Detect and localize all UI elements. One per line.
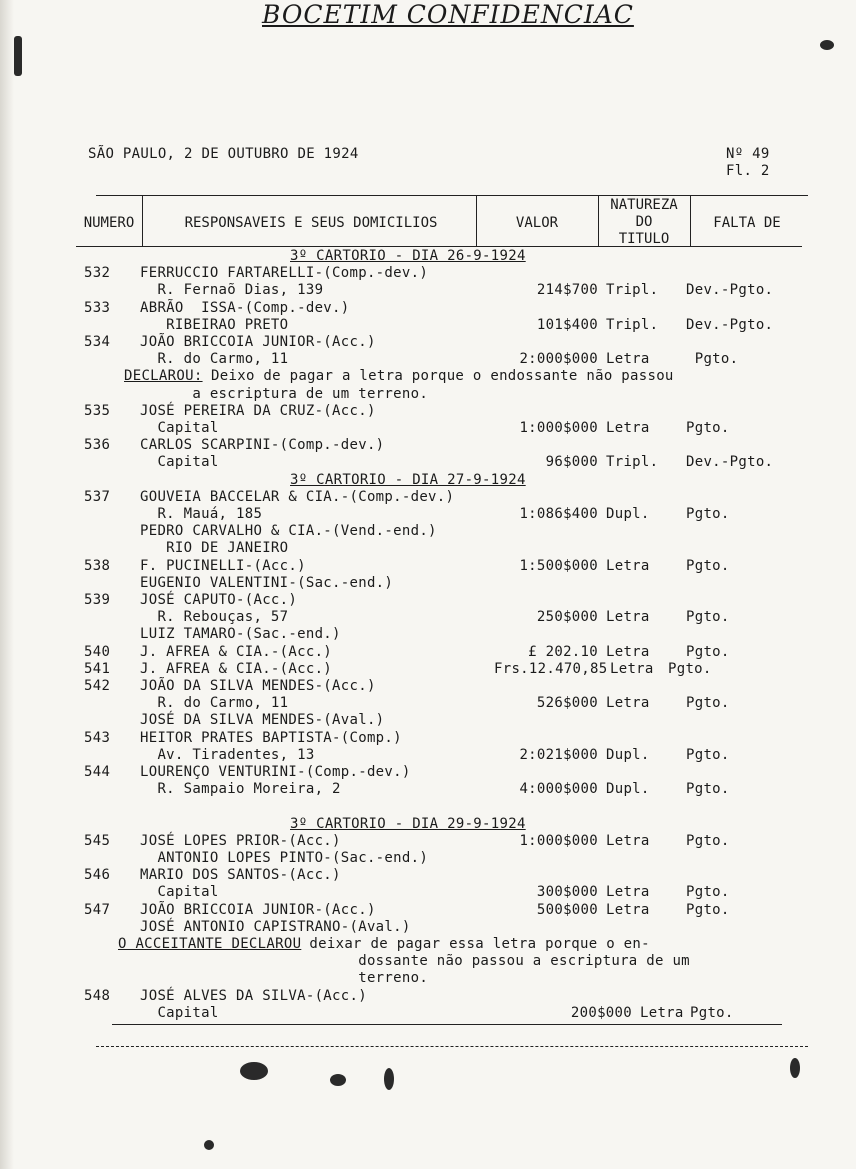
entry-party: HEITOR PRATES BAPTISTA-(Comp.)	[140, 730, 402, 746]
header-natureza-1: NATUREZA	[610, 197, 678, 213]
bulletin-number: Nº 49	[726, 146, 770, 162]
entry-title-type: Letra	[606, 558, 650, 574]
entry-title-type: Letra	[606, 609, 650, 625]
entry-title-type: Dupl.	[606, 506, 650, 522]
entry-title-type: Letra	[606, 695, 650, 711]
entry-party: F. PUCINELLI-(Acc.)	[140, 558, 306, 574]
entry-default: Pgto.	[686, 644, 730, 660]
ink-speck	[14, 36, 22, 76]
entry-party: Capital	[140, 454, 219, 470]
entry-default: Pgto.	[686, 558, 730, 574]
entry-default: Pgto.	[686, 747, 730, 763]
entry-party: R. Fernaõ Dias, 139	[140, 282, 324, 298]
entry-title-type: Letra	[606, 902, 650, 918]
entry-value: 1:000$000	[519, 420, 598, 436]
entry-value: 101$400	[536, 317, 598, 333]
masthead-title: BOCETIM CONFIDENCIAC	[262, 0, 634, 29]
entry-default: Pgto.	[686, 695, 730, 711]
entry-party: ABRÃO ISSA-(Comp.-dev.)	[140, 300, 350, 316]
entry-number: 542	[84, 678, 111, 694]
entry-default: Pgto.	[686, 506, 730, 522]
entry-party: dossante não passou a escriptura de um	[140, 953, 690, 969]
entry-value: 2:000$000	[519, 351, 598, 367]
sheet-number: Fl. 2	[726, 163, 770, 179]
entry-value: 1:086$400	[519, 506, 598, 522]
entry-default: Pgto.	[686, 902, 730, 918]
ink-speck	[240, 1062, 268, 1080]
entry-party: JOÃO DA SILVA MENDES-(Acc.)	[140, 678, 376, 694]
entry-number: 544	[84, 764, 111, 780]
entry-party: Capital	[140, 420, 219, 436]
declaration-label: DECLAROU:	[124, 368, 203, 384]
header-valor: VALOR	[515, 215, 559, 231]
entry-default: Pgto.	[686, 420, 730, 436]
entry-default: Pgto.	[668, 661, 712, 677]
header-natureza-3: TITULO	[618, 231, 670, 247]
entry-default: Pgto.	[686, 609, 730, 625]
entry-value: 526$000	[536, 695, 598, 711]
entry-party: J. AFREA & CIA.-(Acc.)	[140, 644, 333, 660]
entry-title-type: Dupl.	[606, 747, 650, 763]
declaration-label: O ACCEITANTE DECLAROU	[118, 936, 302, 952]
entry-party: LOURENÇO VENTURINI-(Comp.-dev.)	[140, 764, 411, 780]
entry-number: 536	[84, 437, 111, 453]
bottom-rule	[112, 1024, 782, 1025]
ink-speck	[790, 1058, 800, 1078]
col-divider-3	[598, 196, 599, 246]
entry-title-type: Letra	[640, 1005, 684, 1021]
table-top-rule	[96, 195, 808, 196]
header-natureza-2: DO	[635, 214, 653, 230]
entry-number: 539	[84, 592, 111, 608]
entry-default: Pgto.	[690, 1005, 734, 1021]
entry-party: R. do Carmo, 11	[140, 351, 289, 367]
entry-number: 548	[84, 988, 111, 1004]
entry-number: 538	[84, 558, 111, 574]
entry-party: RIBEIRAO PRETO	[140, 317, 289, 333]
entry-party: PEDRO CARVALHO & CIA.-(Vend.-end.)	[140, 523, 437, 539]
entry-party: GOUVEIA BACCELAR & CIA.-(Comp.-dev.)	[140, 489, 455, 505]
entry-party: a escriptura de um terreno.	[140, 386, 429, 402]
col-divider-2	[476, 196, 477, 246]
entry-title-type: Tripl.	[606, 317, 659, 333]
entry-title-type: Letra	[610, 661, 654, 677]
ink-speck	[204, 1140, 214, 1150]
entry-number: 533	[84, 300, 111, 316]
place-date: SÃO PAULO, 2 DE OUTUBRO DE 1924	[88, 146, 359, 162]
declaration-text: deixar de pagar essa letra porque o en-	[300, 936, 650, 952]
entry-party: JOÃO BRICCOIA JUNIOR-(Acc.)	[140, 334, 376, 350]
entry-value: 4:000$000	[519, 781, 598, 797]
col-divider-4	[690, 196, 691, 246]
entry-value: 2:021$000	[519, 747, 598, 763]
header-falta: FALTA DE	[713, 215, 781, 231]
entry-title-type: Letra	[606, 884, 650, 900]
header-numero: NUMERO	[83, 215, 135, 231]
entry-number: 532	[84, 265, 111, 281]
entry-value: £ 202.10	[528, 644, 598, 660]
entry-default: Dev.-Pgto.	[686, 454, 774, 470]
entry-value: 500$000	[536, 902, 598, 918]
entry-party: Capital	[140, 884, 219, 900]
entry-default: Pgto.	[686, 781, 730, 797]
section-heading: 3º CARTORIO - DIA 29-9-1924	[290, 816, 526, 832]
entry-party: R. do Carmo, 11	[140, 695, 289, 711]
declaration-text: Deixo de pagar a letra porque o endossante não passou	[202, 368, 674, 384]
entry-party: JOSÉ LOPES PRIOR-(Acc.)	[140, 833, 341, 849]
section-heading: 3º CARTORIO - DIA 26-9-1924	[290, 248, 526, 264]
col-divider-1	[142, 196, 143, 246]
entry-default: Pgto.	[686, 884, 730, 900]
entry-party: FERRUCCIO FARTARELLI-(Comp.-dev.)	[140, 265, 429, 281]
entry-party: Capital	[140, 1005, 219, 1021]
entry-number: 545	[84, 833, 111, 849]
entry-title-type: Tripl.	[606, 282, 659, 298]
entry-title-type: Letra	[606, 351, 650, 367]
entry-value: 300$000	[536, 884, 598, 900]
entry-party: LUIZ TAMARO-(Sac.-end.)	[140, 626, 341, 642]
entry-party: R. Sampaio Moreira, 2	[140, 781, 341, 797]
entry-party: JOSÉ DA SILVA MENDES-(Aval.)	[140, 712, 385, 728]
entry-party: R. Mauá, 185	[140, 506, 263, 522]
entry-number: 540	[84, 644, 111, 660]
entry-title-type: Tripl.	[606, 454, 659, 470]
entry-party: EUGENIO VALENTINI-(Sac.-end.)	[140, 575, 394, 591]
entry-number: 543	[84, 730, 111, 746]
entry-number: 541	[84, 661, 111, 677]
entry-party: RIO DE JANEIRO	[140, 540, 289, 556]
entry-number: 547	[84, 902, 111, 918]
bottom-dashed-rule	[96, 1046, 808, 1047]
entry-number: 546	[84, 867, 111, 883]
entry-value: 200$000	[570, 1005, 632, 1021]
entry-party: MARIO DOS SANTOS-(Acc.)	[140, 867, 341, 883]
ink-speck	[330, 1074, 346, 1086]
entry-party: ANTONIO LOPES PINTO-(Sac.-end.)	[140, 850, 429, 866]
entry-number: 535	[84, 403, 111, 419]
entry-value: 250$000	[536, 609, 598, 625]
entry-number: 534	[84, 334, 111, 350]
entry-party: J. AFREA & CIA.-(Acc.)	[140, 661, 333, 677]
entry-party: terreno.	[140, 970, 429, 986]
entry-party: CARLOS SCARPINI-(Comp.-dev.)	[140, 437, 385, 453]
entry-default: Dev.-Pgto.	[686, 317, 774, 333]
entry-value: 96$000	[545, 454, 598, 470]
ink-speck	[384, 1068, 394, 1090]
entry-party: Av. Tiradentes, 13	[140, 747, 315, 763]
ink-speck	[820, 40, 834, 50]
entry-title-type: Dupl.	[606, 781, 650, 797]
entry-party: JOSÉ CAPUTO-(Acc.)	[140, 592, 298, 608]
table-header-rule	[76, 246, 802, 247]
scan-left-edge	[0, 0, 14, 1169]
entry-default: Dev.-Pgto.	[686, 282, 774, 298]
entry-title-type: Letra	[606, 420, 650, 436]
header-responsaveis: RESPONSAVEIS E SEUS DOMICILIOS	[184, 215, 438, 231]
entry-value: 1:500$000	[519, 558, 598, 574]
entry-party: R. Rebouças, 57	[140, 609, 289, 625]
entry-default: Pgto.	[686, 833, 730, 849]
entry-party: JOSÉ ANTONIO CAPISTRANO-(Aval.)	[140, 919, 411, 935]
section-heading: 3º CARTORIO - DIA 27-9-1924	[290, 472, 526, 488]
entry-value: 1:000$000	[519, 833, 598, 849]
entry-number: 537	[84, 489, 111, 505]
entry-party: JOÃO BRICCOIA JUNIOR-(Acc.)	[140, 902, 376, 918]
entry-value: Frs.12.470,85	[494, 661, 608, 677]
entry-party: JOSÉ ALVES DA SILVA-(Acc.)	[140, 988, 367, 1004]
entry-value: 214$700	[536, 282, 598, 298]
entry-default: Pgto.	[686, 351, 739, 367]
entry-party: JOSÉ PEREIRA DA CRUZ-(Acc.)	[140, 403, 376, 419]
entry-title-type: Letra	[606, 833, 650, 849]
entry-title-type: Letra	[606, 644, 650, 660]
